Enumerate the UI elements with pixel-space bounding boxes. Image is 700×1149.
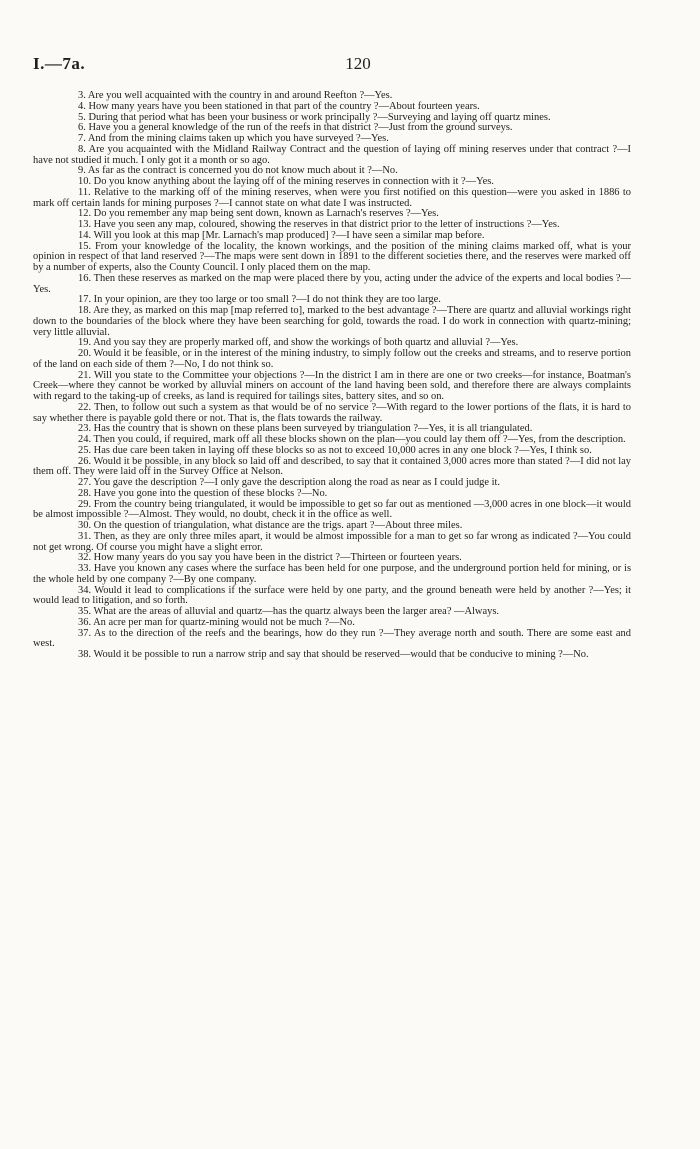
question-answer-paragraph: 4. How many years have you been stationed in that part of the country ?—About fourteen years. — [78, 100, 480, 112]
question-answer-paragraph: 31. Then, as they are only three miles apart, it would be almost impossible for a man to get so far wrong as indicated ?—You could not get wrong. Of course you might have a slight error. — [33, 530, 631, 553]
question-answer-paragraph: 17. In your opinion, are they too large or too small ?—I do not think they are too large. — [78, 294, 441, 306]
question-answer-paragraph: 33. Have you known any cases where the surface has been held for one purpose, and the underground portion held for mining, or is the whole held by one company ?—By one company. — [33, 563, 631, 585]
question-answer-paragraph: 21. Will you state to the Committee your objections ?—In the district I am in there are one or two creeks—for instance, Boatman's Creek—where they cannot be worked by alluvial miners on account of the land having been sold, and therefore there are always complaints with regard to the taking-up of creeks, as land is required for tailings sites, battery sites, and so on. — [33, 369, 631, 402]
question-answer-paragraph: 25. Has due care been taken in laying off these blocks so as not to exceed 10,000 acres in any one block ?—Yes, I think so. — [78, 444, 592, 456]
page-header — [33, 54, 667, 76]
question-answer-paragraph: 29. From the country being triangulated, it would be impossible to get so far out as mentioned —3,000 acres in one block—it would be almost impossible ?—Almost. They would, no doubt, check it in the office as well. — [33, 498, 631, 521]
question-answer-paragraph: 22. Then, to follow out such a system as that would be of no service ?—With regard to the lower portions of the flats, it is hard to say whether there is payable gold there or not. That is, the flats towards the railway. — [33, 401, 631, 424]
question-answer-paragraph: 35. What are the areas of alluvial and quartz—has the quartz always been the larger area? —Always. — [78, 606, 499, 617]
question-answer-paragraph: 34. Would it lead to complications if the surface were held by one party, and the ground beneath were held by another ?—Yes; it would lead to litigation, and so forth. — [33, 584, 631, 607]
question-answer-paragraph: 8. Are you acquainted with the Midland Railway Contract and the question of laying off mining reserves under that contract ?—I have not studied it much. I only got it a month or so ago. — [33, 143, 631, 166]
question-answer-paragraph: 32. How many years do you say you have been in the district ?—Thirteen or fourteen years. — [78, 552, 462, 564]
question-answer-paragraph: 37. As to the direction of the reefs and the bearings, how do they run ?—They average north and south. There are some east and west. — [33, 627, 631, 650]
question-answer-paragraph: 28. Have you gone into the question of these blocks ?—No. — [78, 487, 328, 499]
question-answer-paragraph: 18. Are they, as marked on this map [map referred to], marked to the best advantage ?—There are quartz and alluvial workings right down to the boundaries of the block where they have been searching for gold, towards the road. I do work in connection with quartz-mining; very little alluvial. — [33, 305, 631, 338]
page-number: 120 — [345, 54, 371, 73]
question-answer-paragraph: 19. And you say they are properly marked off, and show the workings of both quartz and alluvial ?—Yes. — [78, 337, 519, 349]
question-answer-paragraph: 11. Relative to the marking off of the mining reserves, when were you first notified on this question—were you asked in 1886 to mark off certain lands for mining purposes ?—I cannot state on what date I was instructed. — [33, 186, 631, 209]
question-answer-paragraph: 20. Would it be feasible, or in the interest of the mining industry, to simply follow out the creeks and streams, and to reserve portion of the land on each side of them ?—No, I do not think so. — [33, 348, 631, 370]
question-answer-paragraph: 12. Do you remember any map being sent down, known as Larnach's reserves ?—Yes. — [78, 208, 439, 220]
question-answer-paragraph: 6. Have you a general knowledge of the run of the reefs in that district ?—Just from the ground surveys. — [78, 122, 513, 134]
question-answer-paragraph: 16. Then these reserves as marked on the map were placed there by you, acting under the advice of the experts and local bodies ?—Yes. — [33, 272, 631, 295]
question-answer-paragraph: 26. Would it be possible, in any block so laid off and described, to say that it contained 3,000 acres more than stated ?—I did not lay them off. They were laid off in the Survey Office at Nelson. — [33, 455, 631, 478]
document-reference: I.—7a. — [33, 54, 86, 73]
question-answer-paragraph: 10. Do you know anything about the laying off of the mining reserves in connection with it ?—Yes. — [78, 176, 494, 187]
question-answer-paragraph: 27. You gave the description ?—I only gave the description along the road as near as I could judge it. — [78, 477, 501, 488]
question-answer-paragraph: 36. An acre per man for quartz-mining would not be much ?—No. — [78, 616, 355, 628]
question-answer-paragraph: 14. Will you look at this map [Mr. Larnach's map produced] ?—I have seen a similar map before. — [78, 229, 485, 241]
question-answer-paragraph: 3. Are you well acquainted with the country in and around Reefton ?—Yes. — [78, 90, 393, 101]
question-answer-paragraph: 24. Then you could, if required, mark off all these blocks shown on the plan—you could lay them off ?—Yes, from the description. — [78, 434, 626, 445]
question-answer-paragraph: 9. As far as the contract is concerned you do not know much about it ?—No. — [78, 165, 398, 177]
question-answer-paragraph: 30. On the question of triangulation, what distance are the trigs. apart ?—About three miles. — [78, 520, 463, 531]
question-answer-paragraph: 7. And from the mining claims taken up which you have surveyed ?—Yes. — [78, 133, 389, 144]
question-answer-paragraph: 23. Has the country that is shown on these plans been surveyed by triangulation ?—Yes, it is all triangulated. — [78, 423, 533, 435]
question-answer-paragraph: 38. Would it be possible to run a narrow strip and say that should be reserved—would that be conducive to mining ?—No. — [78, 649, 589, 660]
question-answer-paragraph: 13. Have you seen any map, coloured, showing the reserves in that district prior to the letter of instructions ?—Yes. — [78, 219, 560, 230]
question-answer-paragraph: 15. From your knowledge of the locality, the known workings, and the position of the mining claims marked off, what is your opinion in respect of that land reserved ?—The maps were sent down in 1891 to the different societies there, and the reserves were marked off by a number of experts, also the County Council. I only placed them on the map. — [33, 240, 631, 273]
testimony-body — [33, 91, 631, 661]
question-answer-paragraph: 5. During that period what has been your business or work principally ?—Surveying and laying off quartz mines. — [78, 111, 551, 123]
